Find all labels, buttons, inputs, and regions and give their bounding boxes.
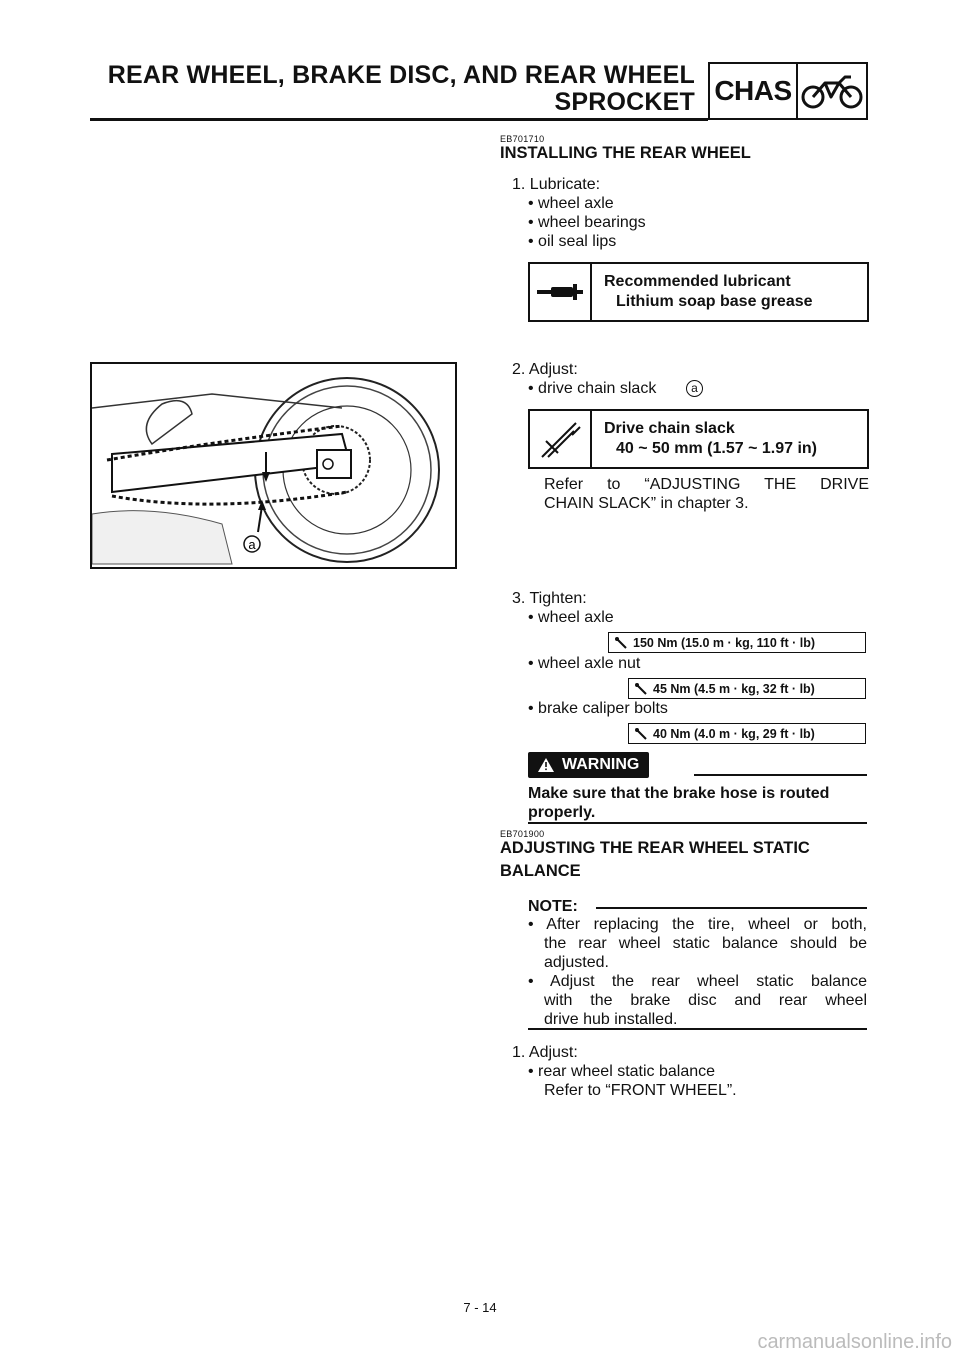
note-line: • Adjust the rear wheel static balance [528,973,867,990]
chain-slack-value: 40 ~ 50 mm (1.57 ~ 1.97 in) [616,440,818,457]
step-label: 3. Tighten: [512,590,587,607]
chain-slack-label: Drive chain slack [604,420,735,437]
torque-wrench-icon [609,636,633,650]
step-label: 1. Lubricate: [512,176,601,193]
note-line: with the brake disc and rear wheel [544,992,867,1009]
list-item: • rear wheel static balance [528,1063,716,1080]
list-item: • wheel axle [528,609,614,626]
note-rule [596,907,867,909]
caliper-icon [530,411,592,467]
torque-wrench-icon [629,682,653,696]
list-item: • wheel axle [528,195,614,212]
torque-spec [628,678,866,699]
chapter-tab-label: CHAS [710,64,798,118]
torque-value: 45 Nm (4.5 m · kg, 32 ft · lb) [653,681,815,696]
note-line: adjusted. [544,954,609,971]
step-label: 1. Adjust: [512,1044,578,1061]
torque-value: 150 Nm (15.0 m · kg, 110 ft · lb) [633,635,816,650]
list-item: • oil seal lips [528,233,617,250]
section-code: EB701710 [500,134,545,144]
warning-text: properly. [528,804,596,821]
page-number: 7 - 14 [463,1300,497,1315]
note-line: • After replacing the tire, wheel or both, [528,916,867,933]
section-title: INSTALLING THE REAR WHEEL [500,144,751,162]
torque-spec [608,632,866,653]
header-rule [90,118,708,121]
refer-text: Refer to “FRONT WHEEL”. [544,1082,737,1099]
chapter-tab [708,62,868,120]
list-item: • wheel axle nut [528,655,641,672]
note-label: NOTE: [528,898,578,915]
callout-marker: a [686,380,703,397]
warning-label: WARNING [562,756,640,773]
grease-gun-icon [530,264,592,320]
figure-callout-a: a [248,537,256,552]
torque-value: 40 Nm (4.0 m · kg, 29 ft · lb) [653,726,815,741]
warning-rule [694,774,867,776]
section-code: EB701900 [500,829,545,839]
warning-triangle-icon [538,758,554,772]
watermark: carmanualsonline.info [757,1331,952,1353]
note-line: the rear wheel static balance should be [544,935,867,952]
lubricant-value: Lithium soap base grease [616,293,813,310]
list-item: • wheel bearings [528,214,646,231]
lubricant-spec-box [528,262,869,322]
section-title: BALANCE [500,862,581,880]
chain-slack-spec-box [528,409,869,469]
list-item: • brake caliper bolts [528,700,668,717]
torque-wrench-icon [629,727,653,741]
warning-badge [528,752,649,778]
torque-spec [628,723,866,744]
step-label: 2. Adjust: [512,361,578,378]
refer-text: CHAIN SLACK” in chapter 3. [544,495,749,512]
note-end-rule [528,1028,867,1030]
page-title-line2: SPROCKET [554,88,695,116]
note-line: drive hub installed. [544,1011,678,1028]
refer-text: Refer to “ADJUSTING THE DRIVE [544,476,869,493]
page-title-line1: REAR WHEEL, BRAKE DISC, AND REAR WHEEL [107,61,695,89]
rear-wheel-figure [90,362,457,569]
motorcycle-icon [798,64,866,118]
lubricant-label: Recommended lubricant [604,273,791,290]
warning-text: Make sure that the brake hose is routed [528,785,830,802]
warning-end-rule [528,822,867,824]
list-item: • drive chain slack [528,380,657,397]
section-title: ADJUSTING THE REAR WHEEL STATIC [500,839,810,857]
